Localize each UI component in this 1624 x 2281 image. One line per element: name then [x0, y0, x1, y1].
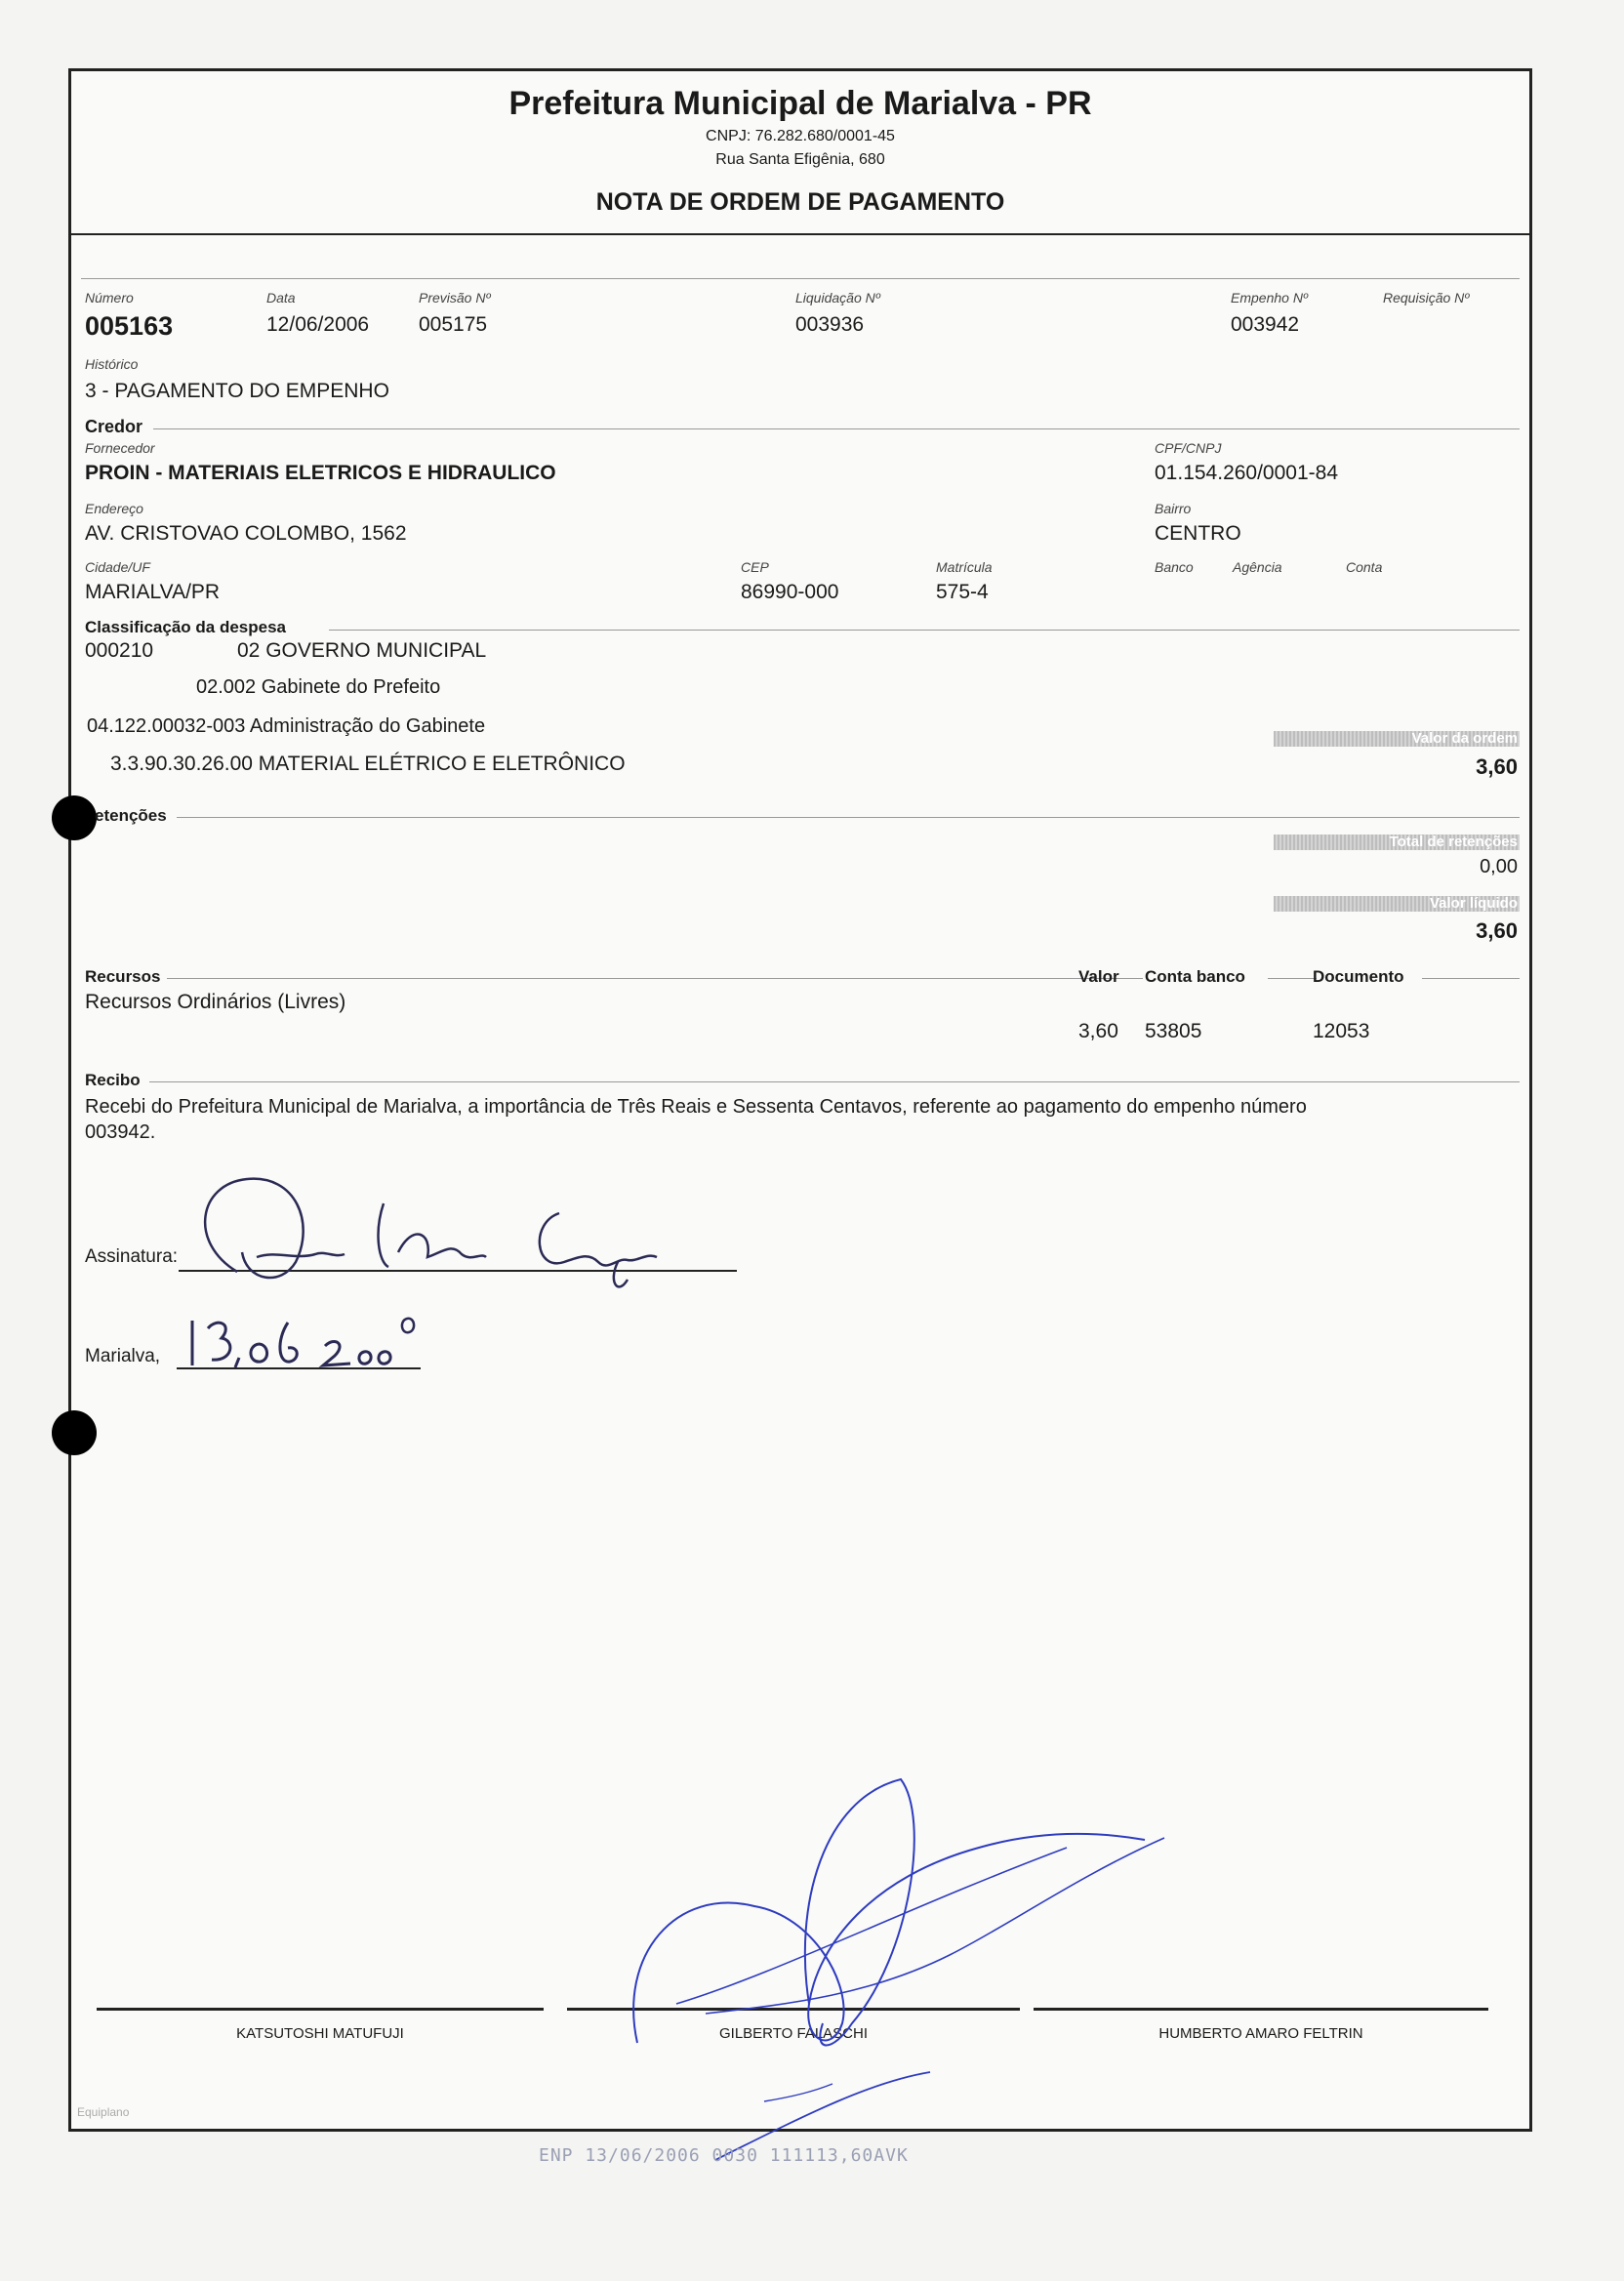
header-cnpj: CNPJ: 76.282.680/0001-45 — [706, 128, 895, 144]
handwritten-signature — [188, 1164, 735, 1291]
order-separator — [81, 278, 1520, 279]
classificacao-orgao: 02 GOVERNO MUNICIPAL — [237, 639, 487, 662]
handwritten-date — [179, 1311, 432, 1373]
valor-ordem-label: Valor da ordem — [1411, 730, 1518, 747]
equiplano-watermark: Equiplano — [77, 2105, 130, 2119]
agencia-label: Agência — [1233, 559, 1282, 575]
numero-value: 005163 — [85, 311, 174, 341]
credor-separator — [153, 428, 1520, 429]
signature-line-1 — [97, 2008, 544, 2011]
signature-name-2: GILBERTO FALASCHI — [719, 2025, 868, 2042]
recursos-documento: 12053 — [1313, 1020, 1370, 1042]
bairro-value: CENTRO — [1155, 522, 1241, 545]
recursos-fonte: Recursos Ordinários (Livres) — [85, 991, 346, 1013]
signature-name-1: KATSUTOSHI MATUFUJI — [236, 2025, 404, 2042]
fornecedor-label: Fornecedor — [85, 440, 155, 456]
fornecedor-value: PROIN - MATERIAIS ELETRICOS E HIDRAULICO — [85, 462, 556, 484]
endereco-label: Endereço — [85, 501, 143, 516]
punch-hole-2 — [52, 1410, 97, 1455]
recibo-text-line1: Recebi do Prefeitura Municipal de Marialva, a importância de Três Reais e Sessenta Centavos, referente ao pagamento do empenho número — [85, 1096, 1307, 1118]
classificacao-unidade: 02.002 Gabinete do Prefeito — [196, 676, 441, 698]
previsao-label: Previsão Nº — [419, 290, 491, 305]
cidade-label: Cidade/UF — [85, 559, 150, 575]
cpf-value: 01.154.260/0001-84 — [1155, 462, 1339, 484]
punch-hole — [52, 795, 97, 840]
assinatura-label: Assinatura: — [85, 1246, 179, 1267]
previsao-value: 005175 — [419, 313, 488, 336]
retencoes-section-title: etenções — [95, 806, 167, 825]
historico-value: 3 - PAGAMENTO DO EMPENHO — [85, 380, 389, 402]
bottom-stamp: ENP 13/06/2006 0030 111113,60AVK — [539, 2145, 909, 2166]
recursos-sep-4 — [1422, 978, 1520, 979]
recursos-separator — [167, 978, 1143, 979]
classificacao-separator — [329, 630, 1520, 631]
recibo-separator — [149, 1081, 1520, 1082]
banco-label: Banco — [1155, 559, 1194, 575]
liquidacao-value: 003936 — [795, 313, 865, 336]
valor-liquido-label: Valor líquido — [1429, 895, 1518, 912]
matricula-value: 575-4 — [936, 581, 989, 603]
total-retencoes-value: 0,00 — [1480, 856, 1518, 877]
numero-label: Número — [85, 290, 134, 305]
conta-label: Conta — [1346, 559, 1383, 575]
data-value: 12/06/2006 — [266, 313, 370, 336]
cidade-value: MARIALVA/PR — [85, 581, 221, 603]
historico-label: Histórico — [85, 356, 139, 372]
valor-liquido-value: 3,60 — [1476, 918, 1518, 943]
recibo-text-line2: 003942. — [85, 1121, 156, 1143]
recursos-section-title: Recursos — [85, 967, 161, 986]
total-retencoes-label: Total de retenções — [1389, 834, 1518, 850]
matricula-label: Matrícula — [936, 559, 993, 575]
credor-section-title: Credor — [85, 417, 143, 436]
classificacao-code: 000210 — [85, 639, 154, 662]
bairro-label: Bairro — [1155, 501, 1192, 516]
recursos-conta-label: Conta banco — [1145, 967, 1245, 986]
empenho-label: Empenho Nº — [1231, 290, 1309, 305]
valor-ordem-value: 3,60 — [1476, 754, 1518, 779]
data-label: Data — [266, 290, 296, 305]
recibo-section-title: Recibo — [85, 1071, 141, 1089]
endereco-value: AV. CRISTOVAO COLOMBO, 1562 — [85, 522, 407, 545]
cep-label: CEP — [741, 559, 769, 575]
header-divider — [71, 233, 1529, 235]
empenho-value: 003942 — [1231, 313, 1300, 336]
recursos-conta: 53805 — [1145, 1020, 1202, 1042]
cep-value: 86990-000 — [741, 581, 839, 603]
payment-order-document — [68, 68, 1532, 2132]
recursos-documento-label: Documento — [1313, 967, 1404, 986]
recursos-valor: 3,60 — [1078, 1020, 1118, 1042]
recursos-valor-label: Valor — [1078, 967, 1119, 986]
page-title: Prefeitura Municipal de Marialva - PR — [508, 85, 1092, 122]
classificacao-elemento: 3.3.90.30.26.00 MATERIAL ELÉTRICO E ELETRÔNICO — [110, 753, 626, 775]
retencoes-separator — [177, 817, 1520, 818]
liquidacao-label: Liquidação Nº — [795, 290, 880, 305]
recursos-sep-2 — [1125, 978, 1141, 979]
document-title: NOTA DE ORDEM DE PAGAMENTO — [595, 188, 1005, 216]
requisicao-label: Requisição Nº — [1383, 290, 1470, 305]
classificacao-acao: 04.122.00032-003 Administração do Gabinete — [87, 715, 486, 737]
signature-name-3: HUMBERTO AMARO FELTRIN — [1158, 2025, 1363, 2042]
classificacao-section-title: Classificação da despesa — [85, 618, 287, 636]
blue-ink-signature — [618, 1760, 1164, 2189]
header-address: Rua Santa Efigênia, 680 — [715, 151, 885, 168]
recursos-sep-3 — [1268, 978, 1317, 979]
local-label: Marialva, — [85, 1346, 161, 1366]
cpf-label: CPF/CNPJ — [1155, 440, 1222, 456]
